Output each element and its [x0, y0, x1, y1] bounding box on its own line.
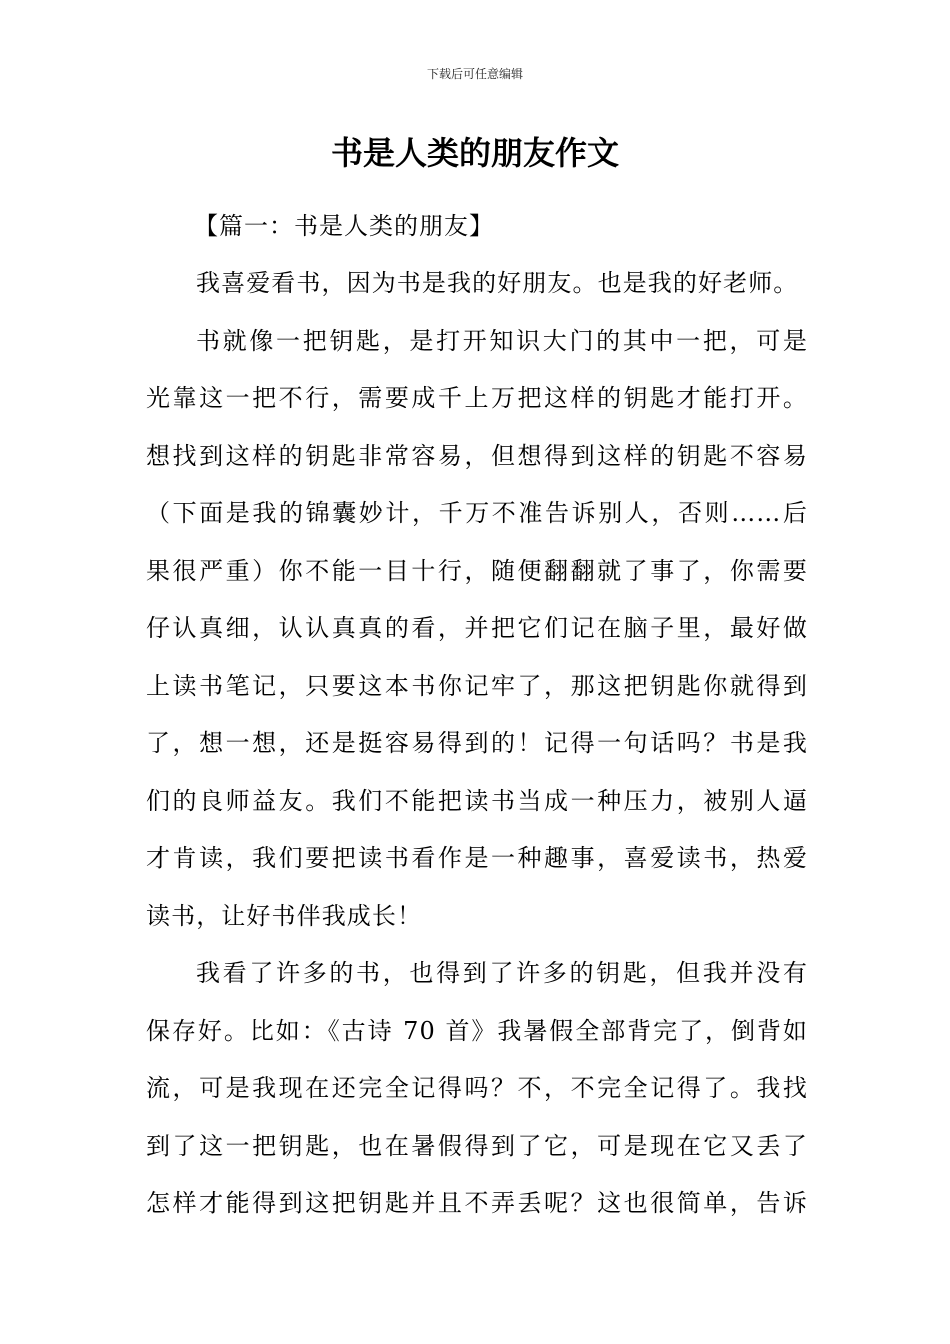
text-line: 想找到这样的钥匙非常容易，但想得到这样的钥匙不容易 — [146, 441, 808, 470]
text-line: 流，可是我现在还完全记得吗？不，不完全记得了。我找 — [146, 1074, 808, 1102]
text-line: 我看了许多的书，也得到了许多的钥匙，但我并没有 — [196, 959, 808, 987]
text-line: 光靠这一把不行，需要成千上万把这样的钥匙才能打开。 — [146, 384, 808, 412]
paragraph — [146, 313, 808, 946]
text-line: 仔认真细，认认真真的看，并把它们记在脑子里，最好做 — [146, 614, 808, 642]
text-line: 们的良师益友。我们不能把读书当成一种压力，被别人逼 — [146, 786, 808, 815]
header-note: 下载后可任意编辑 — [426, 67, 523, 81]
text-line: 了，想一想，还是挺容易得到的！记得一句话吗？书是我 — [146, 729, 808, 757]
text-line: 书就像一把钥匙，是打开知识大门的其中一把，可是 — [196, 326, 808, 355]
paragraph — [146, 945, 808, 1233]
section-heading: 【篇一：书是人类的朋友】 — [194, 212, 494, 240]
paragraph — [146, 255, 808, 313]
page-title: 书是人类的朋友作文 — [330, 134, 619, 172]
text-line: 上读书笔记，只要这本书你记牢了，那这把钥匙你就得到 — [146, 671, 808, 700]
text-line: 怎样才能得到这把钥匙并且不弄丢呢？这也很简单，告诉 — [146, 1189, 808, 1217]
text-line: 读书，让好书伴我成长！ — [146, 901, 423, 930]
text-line: 到了这一把钥匙，也在暑假得到了它，可是现在它又丢了 — [146, 1131, 808, 1160]
text-line: 才肯读，我们要把读书看作是一种趣事，喜爱读书，热爱 — [146, 844, 808, 872]
text-line: （下面是我的锦囊妙计，千万不准告诉别人，否则……后 — [146, 499, 808, 527]
text-line: 果很严重）你不能一目十行，随便翻翻就了事了，你需要 — [146, 556, 808, 585]
text-line: 保存好。比如：《古诗 70 首》我暑假全部背完了，倒背如 — [146, 1016, 808, 1045]
text-line: 我喜爱看书，因为书是我的好朋友。也是我的好老师。 — [196, 269, 799, 297]
document-body — [146, 198, 808, 1233]
